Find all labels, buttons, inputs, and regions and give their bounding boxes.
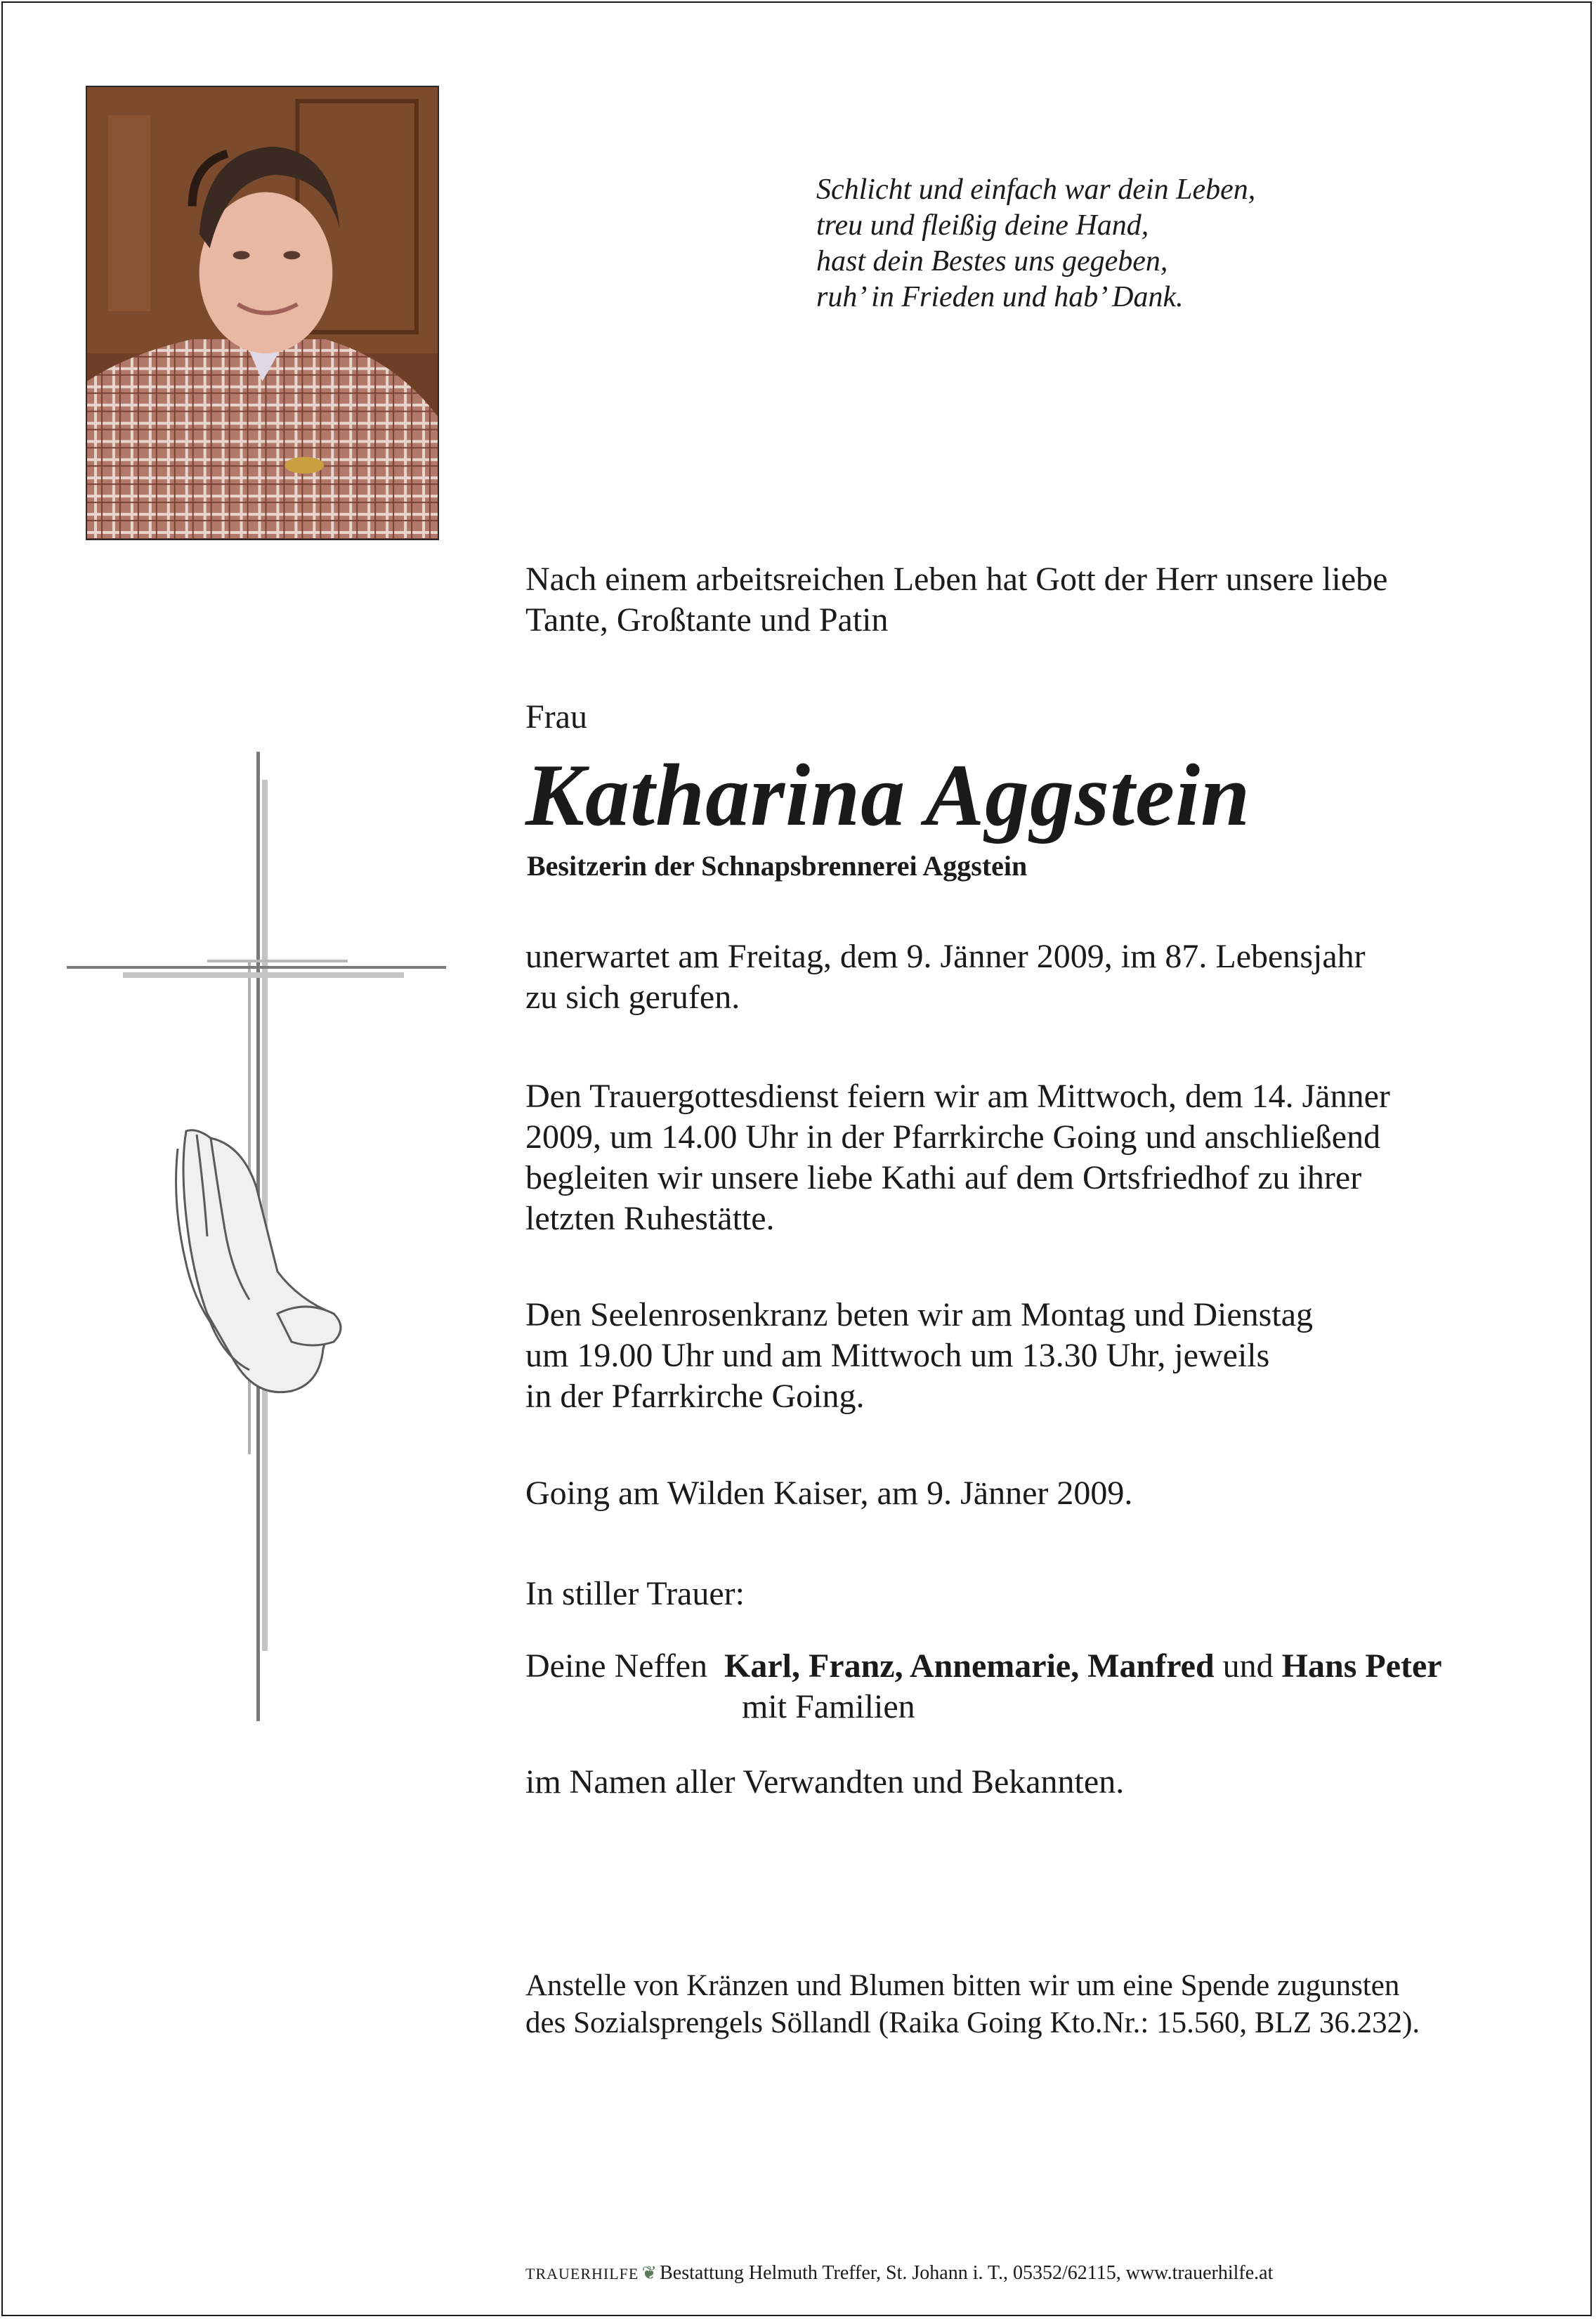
passing-line: zu sich gerufen.: [525, 979, 740, 1016]
rosary-line: um 19.00 Uhr und am Mittwoch um 13.30 Uhr, jeweils: [525, 1337, 1270, 1374]
funeral-line: Den Trauergottesdienst feiern wir am Mittwoch, dem 14. Jänner: [525, 1078, 1390, 1115]
poem-line: treu und fleißig deine Hand,: [816, 209, 1149, 242]
signers-families: mit Familien: [742, 1688, 915, 1725]
footer-brand: TRAUERHILFE: [525, 2265, 639, 2282]
portrait-photo: [86, 86, 439, 540]
donation-paragraph: [525, 1967, 1420, 2042]
signers-block: [525, 1646, 1442, 1727]
place-and-date: Going am Wilden Kaiser, am 9. Jänner 2009.: [525, 1475, 1133, 1512]
passing-paragraph: [525, 936, 1366, 1018]
poem-line: ruh’ in Frieden und hab’ Dank.: [816, 281, 1184, 313]
intro-line: Tante, Großtante und Patin: [525, 601, 889, 639]
signers-names: Karl, Franz, Annemarie, Manfred: [724, 1647, 1215, 1685]
poem-line: hast dein Bestes uns gegeben,: [816, 245, 1168, 277]
poem-line: Schlicht und einfach war dein Leben,: [816, 174, 1256, 206]
funeral-line: begleiten wir unsere liebe Kathi auf dem Ortsfriedhof zu ihrer: [525, 1159, 1362, 1196]
salutation: Frau: [525, 698, 587, 736]
occupation: Besitzerin der Schnapsbrennerei Aggstein: [527, 850, 1028, 882]
signers-last-name: Hans Peter: [1281, 1647, 1442, 1685]
signers-prefix: Deine Neffen: [525, 1647, 707, 1685]
donation-line: Anstelle von Kränzen und Blumen bitten wir um eine Spende zugunsten: [525, 1969, 1400, 2002]
intro-line: Nach einem arbeitsreichen Leben hat Gott der Herr unsere liebe: [525, 561, 1388, 598]
cross-with-praying-hands-icon: [67, 752, 453, 1721]
rosary-paragraph: [525, 1295, 1313, 1417]
rosary-line: in der Pfarrkirche Going.: [525, 1378, 865, 1415]
footer: [525, 2261, 1273, 2287]
poem-verse: [816, 172, 1255, 315]
rosary-line: Den Seelenrosenkranz beten wir am Montag und Dienstag: [525, 1296, 1313, 1333]
deceased-name: Katharina Aggstein: [525, 747, 1251, 844]
relatives-line: im Namen aller Verwandten und Bekannten.: [525, 1763, 1125, 1801]
leaf-icon: ❦: [641, 2263, 658, 2283]
signers-conjunction: und: [1222, 1647, 1274, 1685]
passing-line: unerwartet am Freitag, dem 9. Jänner 2009, im 87. Lebensjahr: [525, 938, 1366, 975]
funeral-line: letzten Ruhestätte.: [525, 1200, 775, 1237]
footer-text: Bestattung Helmuth Treffer, St. Johann i. T., 05352/62115, www.trauerhilfe.at: [660, 2262, 1274, 2284]
mourning-intro: In stiller Trauer:: [525, 1575, 745, 1612]
donation-line: des Sozialsprengels Söllandl (Raika Going Kto.Nr.: 15.560, BLZ 36.232).: [525, 2006, 1420, 2039]
funeral-line: 2009, um 14.00 Uhr in der Pfarrkirche Going und anschließend: [525, 1118, 1381, 1156]
intro-paragraph: [525, 559, 1387, 641]
funeral-paragraph: [525, 1076, 1390, 1239]
